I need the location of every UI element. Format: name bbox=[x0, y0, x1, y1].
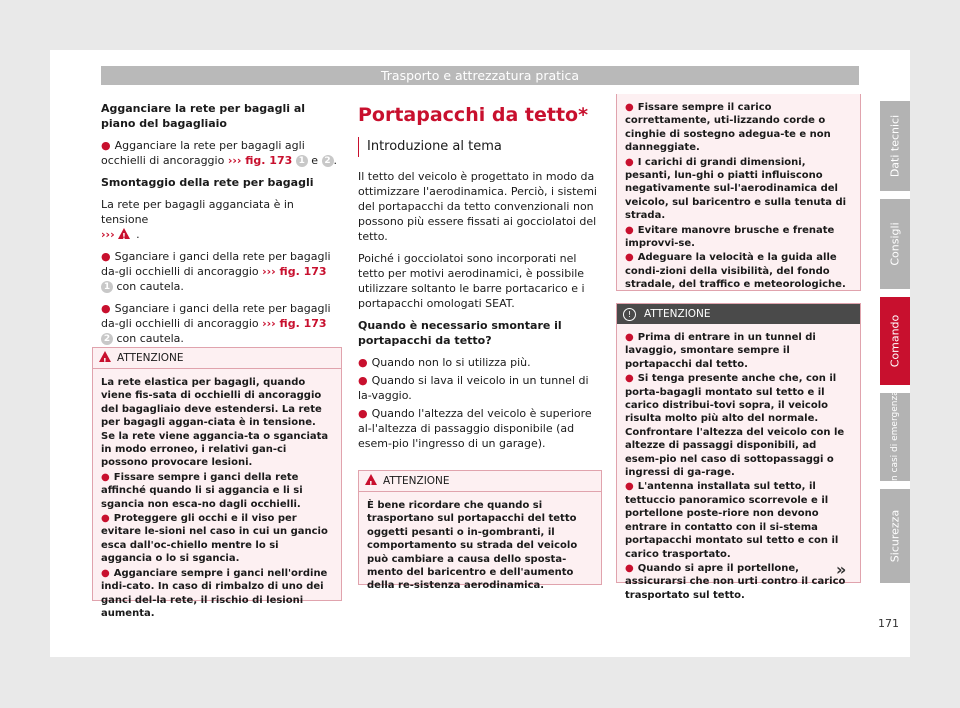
warning-header: !ATTENZIONE bbox=[359, 471, 601, 492]
warning-box-continued bbox=[616, 94, 861, 291]
paragraph: Poiché i gocciolatoi sono incorporati nel tetto per motivi aerodinamici, è possibile utilizzare soltanto le barre portacarico e i portapacchi omologati SEAT. bbox=[358, 252, 585, 310]
list-item: ● Adeguare la velocità e la guida alle condi-zioni della visibilità, del fondo stradale, del traffico e meteorologiche. bbox=[625, 252, 846, 291]
tab-sicurezza[interactable]: Sicurezza bbox=[880, 489, 910, 583]
section-heading: Quando è necessario smontare il portapacchi da tetto? bbox=[358, 319, 562, 347]
paragraph: La rete per bagagli agganciata è in tensione ››› ! . bbox=[101, 197, 341, 242]
list-item: ● I carichi di grandi dimensioni, pesanti, lun-ghi o piatti influiscono negativamente sul-l'aerodinamica del veicolo, sul baricentro e sulla tenuta di strada. bbox=[625, 156, 847, 222]
list-item: ● Agganciare la rete per bagagli agli occhielli di ancoraggio ››› fig. 173 1 e 2 . bbox=[101, 139, 338, 167]
info-icon: ! bbox=[623, 308, 636, 321]
warning-box bbox=[92, 347, 342, 619]
page-number: 171 bbox=[878, 617, 899, 630]
section-heading: Smontaggio della rete per bagagli bbox=[101, 176, 314, 189]
bullet-icon: ● bbox=[101, 302, 111, 315]
list-item: ● Quando non lo si utilizza più. bbox=[358, 356, 531, 369]
figure-link[interactable]: ››› fig. 173 bbox=[262, 317, 327, 330]
warning-link[interactable]: ››› bbox=[101, 228, 115, 241]
list-item: ● Sganciare i ganci della rete per bagagli da-gli occhielli di ancoraggio ››› fig. 173 1 con cautela. bbox=[101, 250, 331, 293]
list-item: ● Si tenga presente anche che, con il porta-bagagli montato sul tetto e il carico distribui-tovi sopra, il veicolo risulta molto più alto del normale. Confrontare l'altezza del veicolo con le altezze di passaggi disponibili, ad esem-pio nel caso di sottopassaggi o ingressi di ga-rage. bbox=[625, 373, 845, 479]
warning-icon bbox=[118, 228, 130, 239]
list-item: ● Evitare manovre brusche e frenate improvvi-se. bbox=[625, 224, 835, 250]
callout-number: 1 bbox=[296, 155, 308, 167]
page-title: Portapacchi da tetto* bbox=[358, 104, 589, 126]
list-item: ● Sganciare i ganci della rete per bagagli da-gli occhielli di ancoraggio ››› fig. 173 2 con cautela. bbox=[101, 302, 331, 345]
warning-icon bbox=[365, 474, 377, 485]
tab-consigli[interactable]: Consigli bbox=[880, 199, 910, 289]
page-subtitle: Introduzione al tema bbox=[367, 139, 502, 154]
bullet-icon: ● bbox=[101, 250, 111, 263]
page-header: Trasporto e attrezzatura pratica bbox=[101, 66, 859, 85]
subtitle-rule bbox=[358, 137, 359, 157]
section-heading: Agganciare la rete per bagagli al piano del bagagliaio bbox=[101, 102, 306, 130]
list-item: ● Prima di entrare in un tunnel di lavaggio, smontare sempre il portapacchi dal tetto. bbox=[625, 332, 816, 370]
info-header: ! ATTENZIONE bbox=[617, 304, 860, 324]
info-box bbox=[616, 303, 861, 601]
column-2 bbox=[358, 169, 600, 458]
list-item: ● Quando l'altezza del veicolo è superiore al-l'altezza di passaggio disponibile (ad esem-pio l'ingresso di un garage). bbox=[358, 407, 592, 450]
bullet-icon: ● bbox=[101, 139, 111, 152]
warning-box bbox=[358, 470, 602, 592]
paragraph: Il tetto del veicolo è progettato in modo da ottimizzare l'aerodinamica. Perciò, i sistemi del portapacchi da tetto convenzionali non possono più essere fissati ai gocciolatoi del tetto. bbox=[358, 170, 597, 243]
tab-dati-tecnici[interactable]: Dati tecnici bbox=[880, 101, 910, 191]
list-item: ● Fissare sempre il carico correttamente, uti-lizzando corde o cinghie di sostegno adegua-te e non danneggiate. bbox=[625, 102, 831, 154]
column-1 bbox=[101, 101, 341, 353]
callout-number: 2 bbox=[101, 333, 113, 345]
list-item: ● Fissare sempre i ganci della rete affinché quando li si aggancia e li si sgancia non esca-no dagli occhielli. bbox=[101, 471, 303, 510]
warning-text: La rete elastica per bagagli, quando viene fis-sata di occhielli di ancoraggio del bagagliaio deve estendersi. La rete per bagagli aggan-ciata è in tensione. Se la rete viene aggancia-ta o sganciata in modo erroneo, i relativi gan-ci possono provocare lesioni. bbox=[101, 377, 329, 469]
warning-icon bbox=[99, 351, 111, 362]
list-item: ● Quando si apre il portellone, assicurarsi che non urti contro il carico trasportato sul tetto. bbox=[625, 562, 846, 601]
list-item: ● Quando si lava il veicolo in un tunnel di la-vaggio. bbox=[358, 374, 589, 402]
tab-comando[interactable]: Comando bbox=[880, 297, 910, 385]
callout-number: 2 bbox=[322, 155, 334, 167]
figure-link[interactable]: ››› fig. 173 bbox=[262, 265, 327, 278]
warning-header: !ATTENZIONE bbox=[93, 348, 341, 369]
continue-icon: » bbox=[836, 560, 847, 579]
callout-number: 1 bbox=[101, 281, 113, 293]
warning-text: È bene ricordare che quando si trasportano sul portapacchi del tetto oggetti pesanti o in-gombranti, il comportamento su strada del veicolo può cambiare a causa dello sposta-mento del baricentro e dell'aumento della re-sistenza aerodinamica. bbox=[367, 500, 578, 592]
list-item: ● Proteggere gli occhi e il viso per evitare le-sioni nel caso in cui un gancio esca dall'oc-chiello mentre lo si aggancia o lo si sgancia. bbox=[101, 513, 328, 565]
list-item: ● Agganciare sempre i ganci nell'ordine indi-cato. In caso di rimbalzo di uno dei ganci del-la rete, il rischio di lesioni aumenta. bbox=[101, 567, 328, 619]
list-item: ● L'antenna installata sul tetto, il tettuccio panoramico scorrevole e il portellone poste-riore non devono entrare in contatto con il si-stema portapacchi montato sul tetto e con il carico trasportato. bbox=[625, 481, 839, 560]
figure-link[interactable]: ››› fig. 173 bbox=[227, 154, 293, 167]
tab-in-casi-di-emergenza[interactable]: In casi di emergenza bbox=[880, 393, 910, 481]
